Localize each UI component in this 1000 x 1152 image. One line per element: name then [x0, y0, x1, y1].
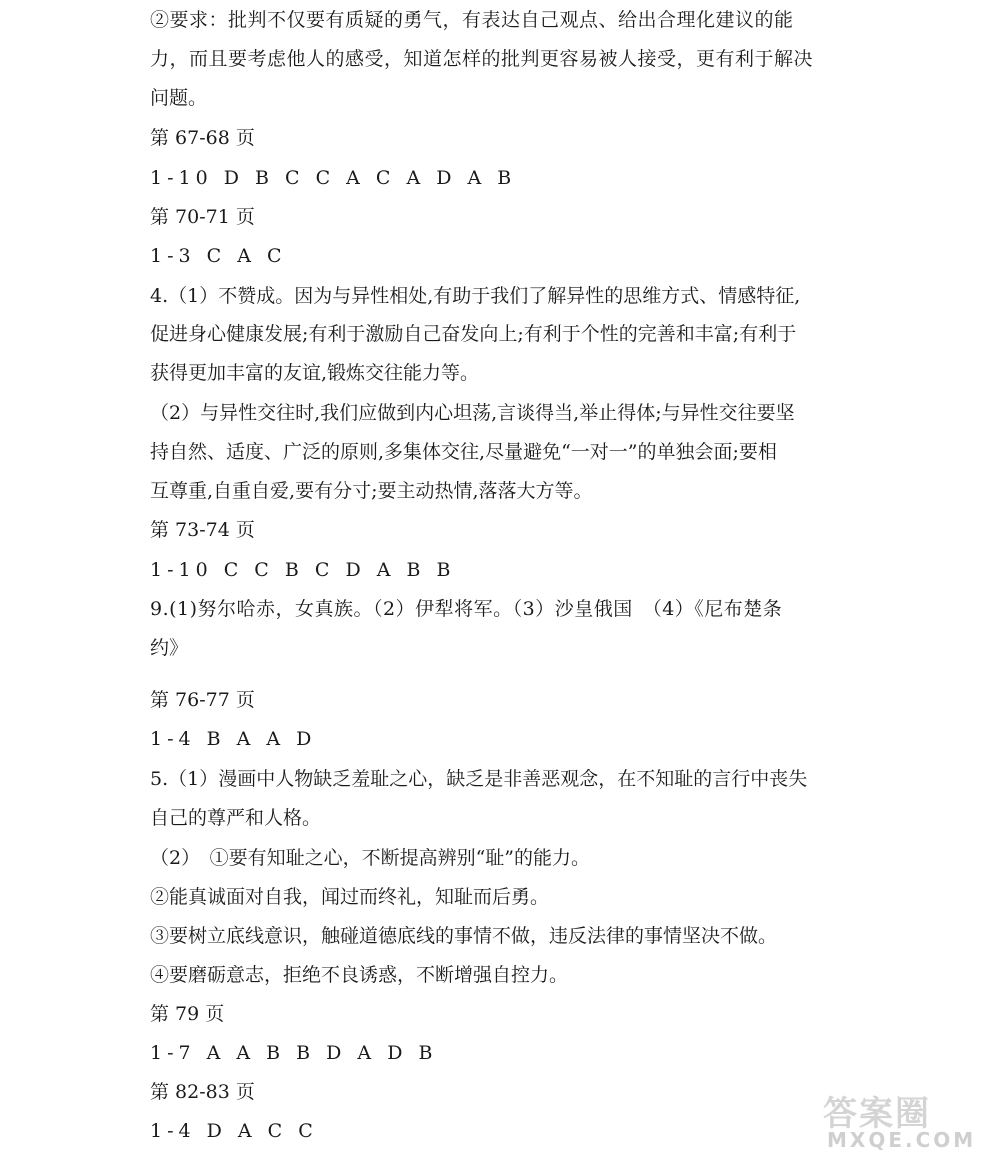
text-line: ②要求：批判不仅要有质疑的勇气，有表达自己观点、给出合理化建议的能: [150, 9, 794, 31]
watermark-url: MXQE.COM: [827, 1128, 977, 1152]
text-line: 约》: [150, 637, 189, 659]
page-heading: 第 67-68 页: [150, 127, 255, 149]
text-line: 互尊重,自重自爱,要有分寸;要主动热情,落落大方等。: [150, 480, 593, 502]
answer-line: 1-3 C A C: [150, 245, 287, 267]
text-line: 自己的尊严和人格。: [150, 807, 322, 829]
page-heading: 第 82-83 页: [150, 1081, 255, 1103]
text-line: 5.（1）漫画中人物缺乏羞耻之心，缺乏是非善恶观念，在不知耻的言行中丧失: [150, 768, 808, 790]
answer-line: 1-10 C C B C D A B B: [150, 559, 456, 581]
page-heading: 第 70-71 页: [150, 206, 255, 228]
text-line: （2）与异性交往时,我们应做到内心坦荡,言谈得当,举止得体;与异性交往要坚: [150, 402, 795, 424]
text-line: 获得更加丰富的友谊,锻炼交往能力等。: [150, 362, 480, 384]
text-line: 力，而且要考虑他人的感受，知道怎样的批判更容易被人接受，更有利于解决: [150, 48, 814, 70]
watermark-title: 答案圈: [823, 1094, 931, 1134]
watermark-logo: [815, 1088, 995, 1152]
text-line: 4.（1）不赞成。因为与异性相处,有助于我们了解异性的思维方式、情感特征,: [150, 285, 801, 307]
text-line: 促进身心健康发展;有利于激励自己奋发向上;有利于个性的完善和丰富;有利于: [150, 323, 797, 345]
text-line: ②能真诚面对自我，闻过而终礼，知耻而后勇。: [150, 886, 550, 908]
answer-line: 1-7 A A B B D A D B: [150, 1042, 438, 1064]
text-line: ③要树立底线意识，触碰道德底线的事情不做，违反法律的事情坚决不做。: [150, 925, 778, 947]
text-line: 问题。: [150, 87, 208, 109]
text-line: （2） ①要有知耻之心，不断提高辨别“耻”的能力。: [150, 847, 591, 869]
answer-line: 1-4 B A A D: [150, 728, 317, 750]
page-heading: 第 73-74 页: [150, 519, 255, 541]
text-line: ④要磨砺意志，拒绝不良诱惑，不断增强自控力。: [150, 964, 569, 986]
page-heading: 第 79 页: [150, 1003, 225, 1025]
answer-line: 1-10 D B C C A C A D A B: [150, 167, 517, 189]
answer-line: 1-4 D A C C: [150, 1120, 318, 1142]
page-heading: 第 76-77 页: [150, 689, 255, 711]
text-line: 9.(1)努尔哈赤，女真族。（2）伊犁将军。（3）沙皇俄国 （4）《尼布楚条: [150, 598, 783, 620]
text-line: 持自然、适度、广泛的原则,多集体交往,尽量避免“一对一”的单独会面;要相: [150, 441, 777, 463]
